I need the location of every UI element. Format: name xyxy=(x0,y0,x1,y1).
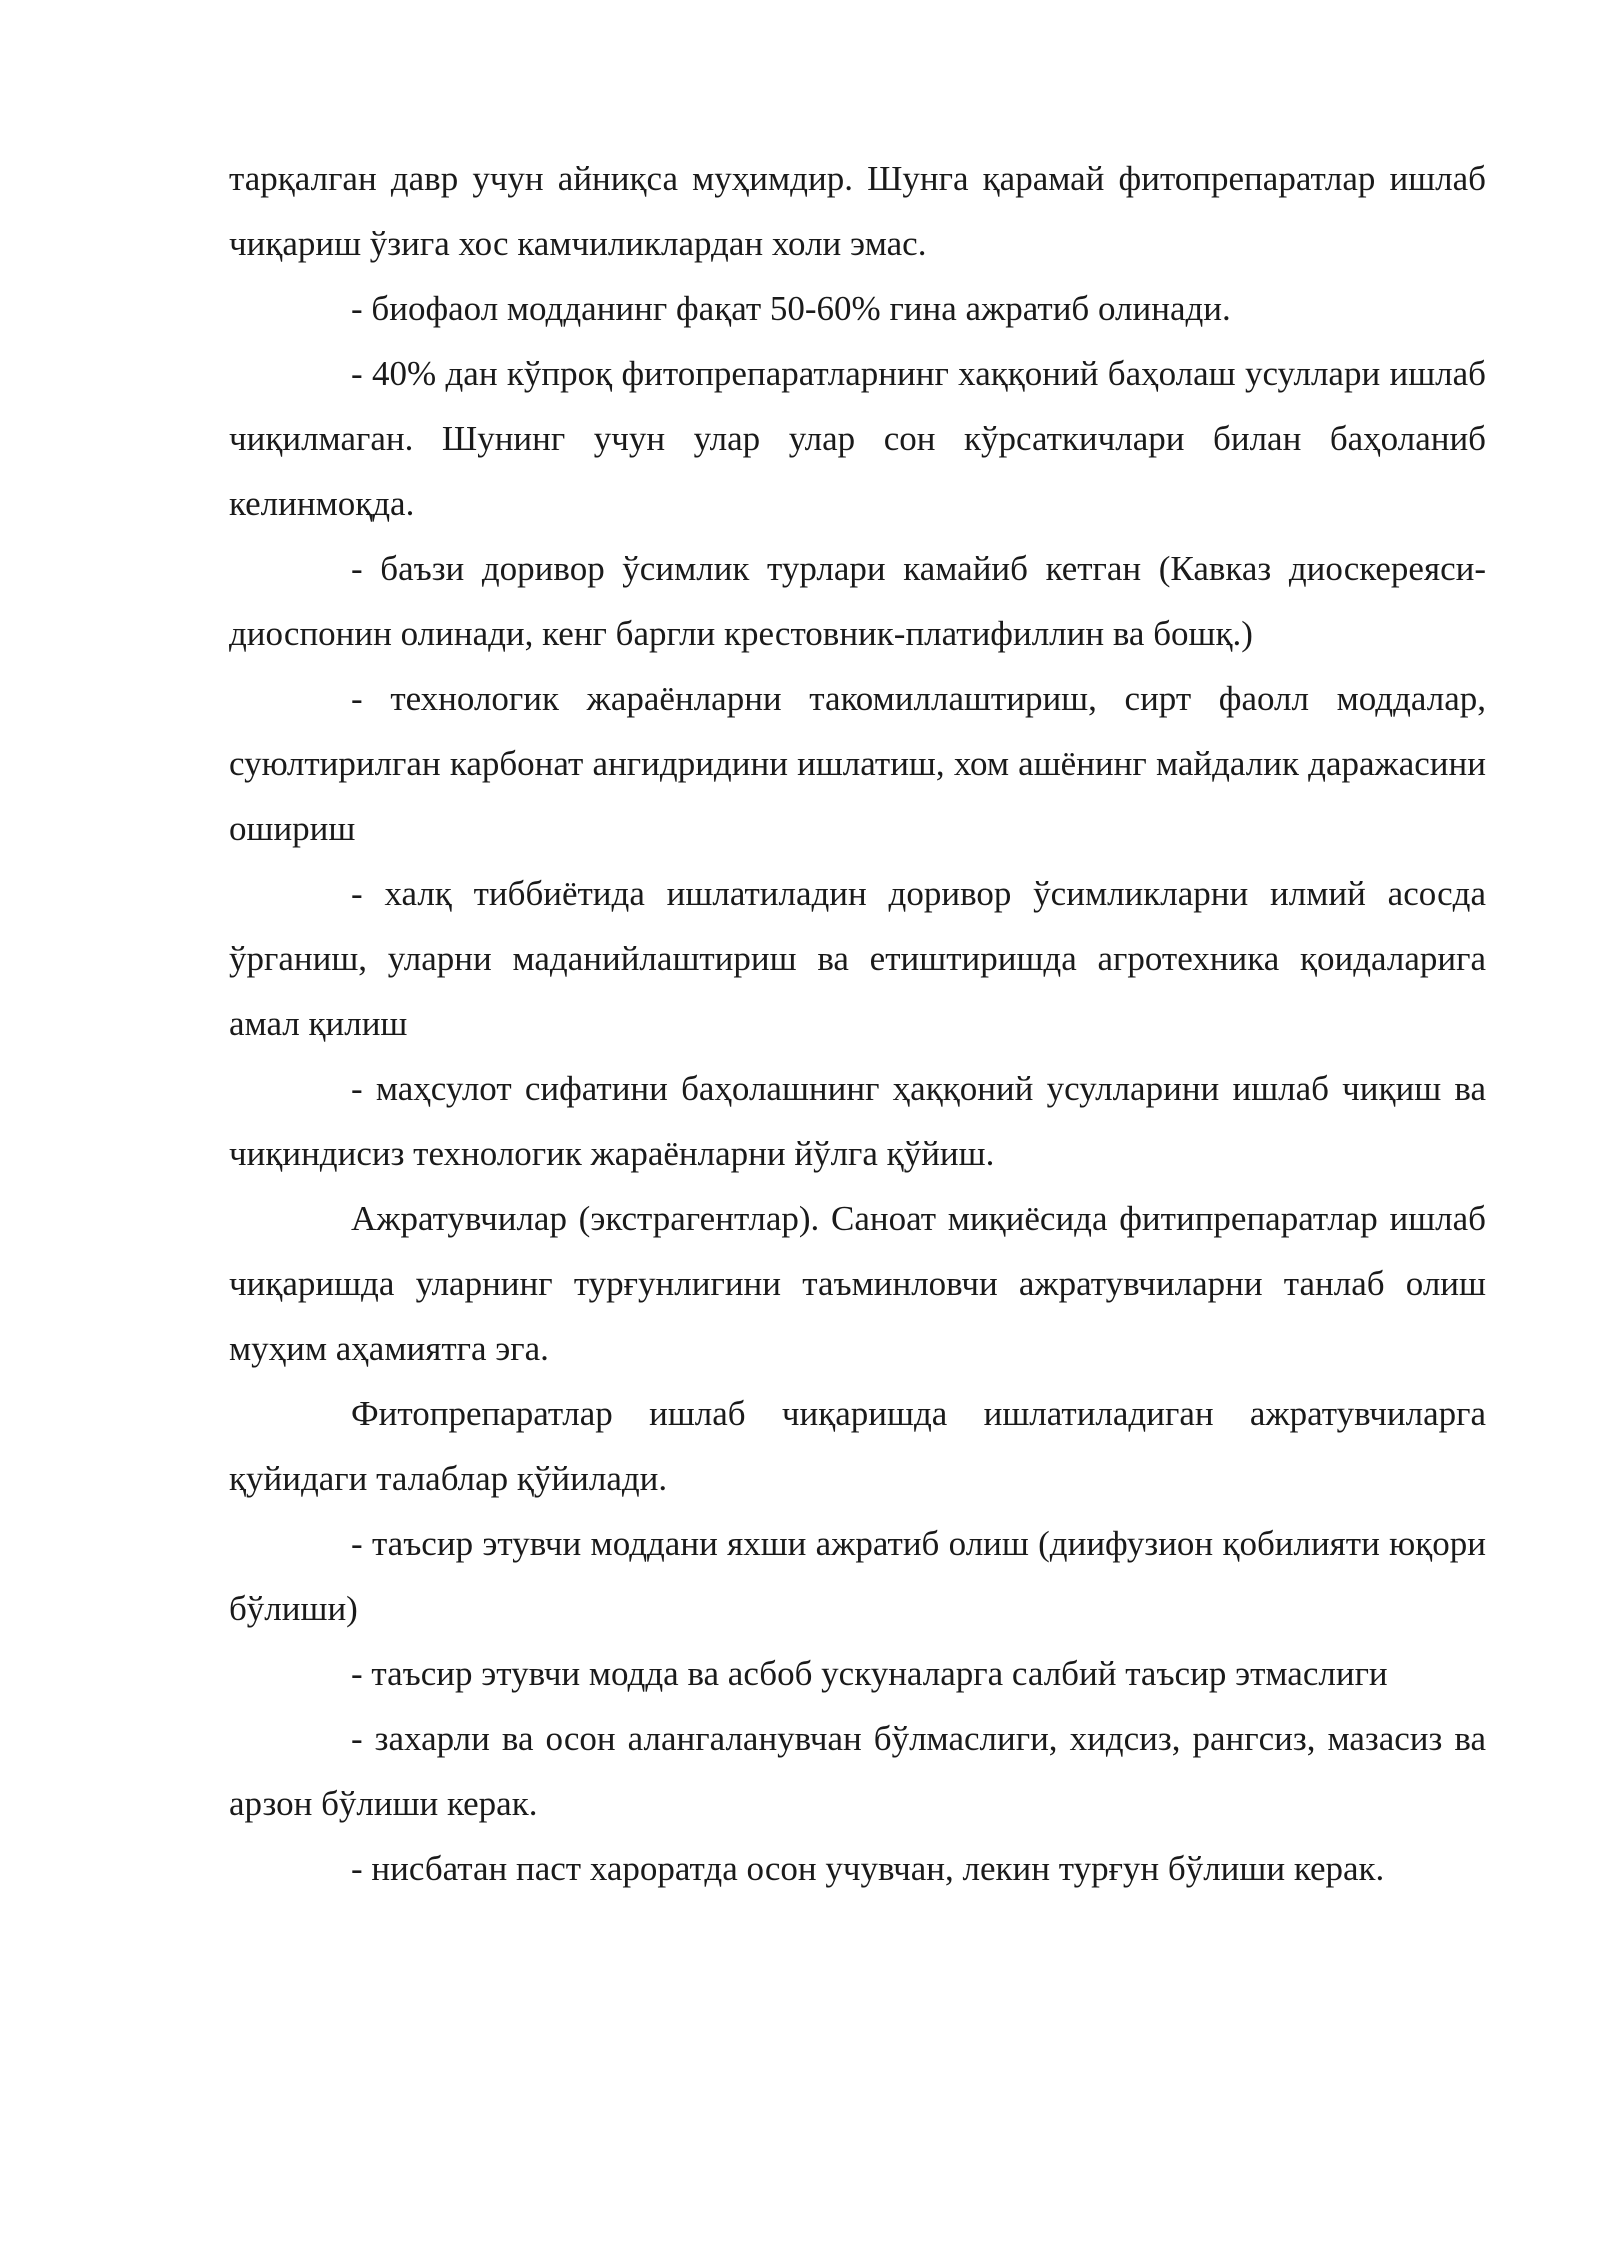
paragraph-13: - нисбатан паст хароратда осон учувчан, лекин турғун бўлиши керак. xyxy=(351,1849,1385,1888)
paragraph-10: - таъсир этувчи моддани яхши ажратиб олиш (диифузион қобилияти юқори бўлиши) xyxy=(229,1524,1486,1628)
paragraph-12: - захарли ва осон алангаланувчан бўлмаслиги, хидсиз, рангсиз, мазасиз ва арзон бўлиши керак. xyxy=(229,1719,1486,1823)
paragraph-8: Ажратувчилар (экстрагентлар). Саноат миқиёсида фитипрепаратлар ишлаб чиқаришда уларнинг турғунлигини таъминловчи ажратувчиларни танлаб олиш муҳим аҳамиятга эга. xyxy=(229,1199,1486,1368)
paragraph-1: тарқалган давр учун айниқса муҳимдир. Шунга қарамай фитопрепаратлар ишлаб чиқариш ўзига хос камчиликлардан холи эмас. xyxy=(229,159,1486,263)
paragraph-2: - биофаол модданинг фақат 50-60% гина ажратиб олинади. xyxy=(351,289,1231,328)
paragraph-4: - баъзи доривор ўсимлик турлари камайиб кетган (Кавказ диоскереяси-диоспонин олинади, кенг баргли крестовник-платифиллин ва бошқ.) xyxy=(229,549,1486,653)
paragraph-3: - 40% дан кўпроқ фитопрепаратларнинг хаққоний баҳолаш усуллари ишлаб чиқилмаган. Шунинг учун улар улар сон кўрсаткичлари билан баҳоланиб келинмоқда. xyxy=(229,354,1486,523)
paragraph-11: - таъсир этувчи модда ва асбоб ускуналарга салбий таъсир этмаслиги xyxy=(351,1654,1388,1693)
document-page xyxy=(229,146,1486,1901)
paragraph-5: - технологик жараёнларни такомиллаштириш, сирт фаолл моддалар, суюлтирилган карбонат ангидридини ишлатиш, хом ашёнинг майдалик даражасини ошириш xyxy=(229,679,1486,848)
paragraph-7: - маҳсулот сифатини баҳолашнинг ҳаққоний усулларини ишлаб чиқиш ва чиқиндисиз технологик жараёнларни йўлга қўйиш. xyxy=(229,1069,1486,1173)
paragraph-6: - халқ тиббиётида ишлатиладин доривор ўсимликларни илмий асосда ўрганиш, уларни маданийлаштириш ва етиштиришда агротехника қоидаларига амал қилиш xyxy=(229,874,1486,1043)
paragraph-9: Фитопрепаратлар ишлаб чиқаришда ишлатиладиган ажратувчиларга қуйидаги талаблар қўйилади. xyxy=(229,1394,1486,1498)
